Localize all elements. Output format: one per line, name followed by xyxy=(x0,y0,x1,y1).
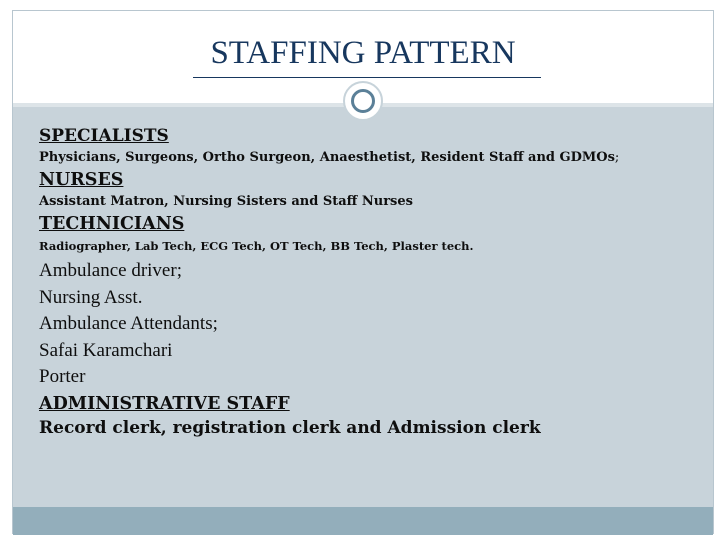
footer-band xyxy=(13,507,713,535)
specialists-heading: SPECIALISTS xyxy=(39,126,169,146)
slide-title: STAFFING PATTERN xyxy=(210,35,516,71)
specialists-detail xyxy=(39,149,699,166)
administrative-heading: ADMINISTRATIVE STAFF xyxy=(39,393,290,414)
specialists-detail-suffix: ; xyxy=(614,150,620,165)
title-underline xyxy=(193,77,541,78)
technicians-detail: Radiographer, Lab Tech, ECG Tech, OT Tech, BB Tech, Plaster tech. xyxy=(39,239,474,253)
content-panel xyxy=(13,107,713,507)
body-text xyxy=(39,125,699,441)
nurses-detail: Assistant Matron, Nursing Sisters and Staff Nurses xyxy=(39,194,413,209)
technicians-heading: TECHNICIANS xyxy=(39,214,185,234)
staff-item-ambulance-attendants: Ambulance Attendants; xyxy=(39,313,218,334)
circle-ring-icon xyxy=(343,81,383,121)
nurses-heading: NURSES xyxy=(39,170,124,190)
administrative-detail: Record clerk, registration clerk and Admission clerk xyxy=(39,417,541,438)
circle-ring-inner xyxy=(351,89,375,113)
specialists-detail-text: Physicians, Surgeons, Ortho Surgeon, Anaesthetist, Resident Staff and GDMOs xyxy=(39,150,615,165)
staff-item-safai-karamchari: Safai Karamchari xyxy=(39,339,173,361)
slide xyxy=(12,10,714,534)
staff-item-nursing-asst: Nursing Asst. xyxy=(39,286,143,308)
staff-item-porter: Porter xyxy=(39,366,86,387)
staff-item-ambulance-driver: Ambulance driver; xyxy=(39,260,182,281)
